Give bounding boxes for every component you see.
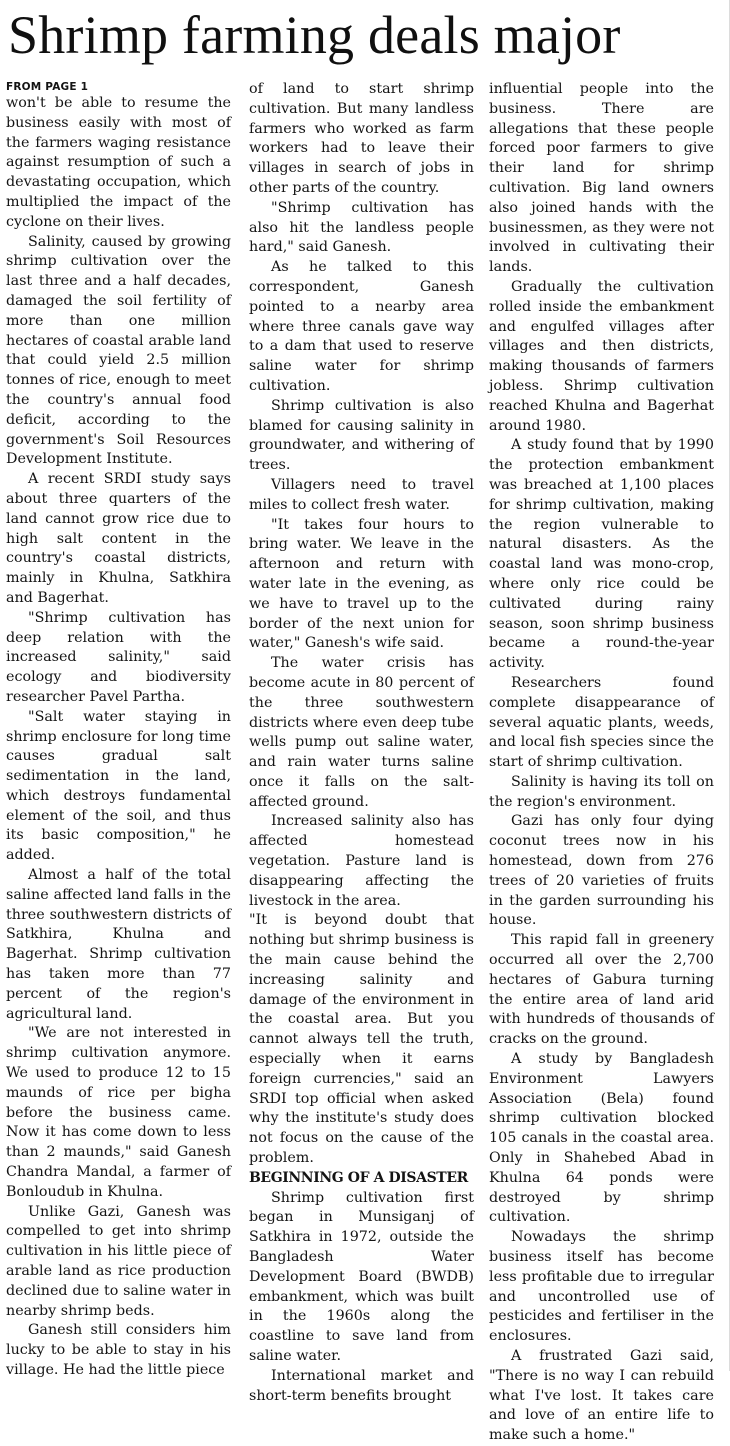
paragraph: "Shrimp cultivation has also hit the landless people hard," said Ganesh. — [249, 199, 474, 256]
paragraph: Unlike Gazi, Ganesh was compelled to get into shrimp cultivation in his little piece of arable land as rice production declined due to saline water in nearby shrimp beds. — [6, 1203, 231, 1319]
article-column-3 — [489, 80, 714, 1444]
paragraph: Ganesh still considers him lucky to be able to stay in his village. He had the little piece — [6, 1322, 231, 1378]
paragraph: "It takes four hours to bring water. We leave in the afternoon and return with water late in the evening, as we have to travel up to the border of the next union for water," Ganesh's wife said. — [249, 516, 474, 652]
headline: Shrimp farming deals major — [8, 5, 621, 65]
paragraph: A frustrated Gazi said, "There is no way I can rebuild what I've lost. It takes care and love of an entire life to make such a home." — [489, 1348, 714, 1444]
paragraph: Nowadays the shrimp business itself has become less profitable due to irregular and uncontrolled use of pesticides and fertiliser in the enclosures. — [489, 1229, 714, 1345]
article-column-2 — [249, 80, 474, 1404]
paragraph: This rapid fall in greenery occurred all over the 2,700 hectares of Gabura turning the entire area of land arid with hundreds of thousands of cracks on the ground. — [489, 932, 714, 1048]
paragraph: A study found that by 1990 the protection embankment was breached at 1,100 places for shrimp cultivation, making the region vulnerable to natural disasters. As the coastal land was mono-crop, where only rice could be cultivated during rainy season, soon shrimp business became a round-the-year activity. — [489, 437, 714, 672]
paragraph: Salinity is having its toll on the region's environment. — [489, 773, 714, 810]
paragraph: International market and short-term benefits brought — [249, 1367, 474, 1404]
official-quote: "It is beyond doubt that nothing but shrimp business is the main cause behind the increasing salinity and damage of the environment in the coastal area. But you cannot always tell the truth, especially when it earns foreign currencies," said an SRDI top official when asked why the institute's study does not focus on the cause of the problem. — [249, 912, 474, 1167]
article-column-1 — [6, 80, 231, 1378]
paragraph: Shrimp cultivation first began in Munsiganj of Satkhira in 1972, outside the Bangladesh Water Development Board (BWDB) embankment, which was built in the 1960s along the coastline to save land from saline water. — [249, 1189, 474, 1364]
paragraph: Gazi has only four dying coconut trees now in his homestead, down from 276 trees of 20 varieties of fruits in the garden surrounding his house. — [489, 813, 714, 929]
paragraph: The water crisis has become acute in 80 percent of the three southwestern districts where even deep tube wells pump out saline water, and rain water turns saline once it falls on the salt-affected ground. — [249, 655, 474, 810]
paragraph: Villagers need to travel miles to collect fresh water. — [249, 476, 474, 513]
paragraph: As he talked to this correspondent, Ganesh pointed to a nearby area where three canals gave way to a dam that used to reserve saline water for shrimp cultivation. — [249, 259, 474, 394]
paragraph: Gradually the cultivation rolled inside the embankment and engulfed villages after villages and then districts, making thousands of farmers jobless. Shrimp cultivation reached Khulna and Bagerhat around 1980. — [489, 278, 714, 434]
paragraph: won't be able to resume the business easily with most of the farmers waging resistance against resumption of such a devastating occupation, which multiplied the impact of the cyclone on their lives. — [6, 95, 231, 230]
section-subhead: BEGINNING OF A DISASTER — [249, 1169, 468, 1186]
paragraph: of land to start shrimp cultivation. But many landless farmers who worked as farm workers had to leave their villages in search of jobs in other parts of the country. — [249, 81, 474, 196]
paragraph: A study by Bangladesh Environment Lawyers Association (Bela) found shrimp cultivation blocked 105 canals in the coastal area. Only in Shahebed Abad in Khulna 64 ponds were destroyed by shrimp cultivation. — [489, 1051, 714, 1226]
paragraph: Almost a half of the total saline affected land falls in the three southwestern districts of Satkhira, Khulna and Bagerhat. Shrimp cultivation has taken more than 77 percent of the region's agricultural land. — [6, 867, 231, 1022]
paragraph: Researchers found complete disappearance of several aquatic plants, weeds, and local fish species since the start of shrimp cultivation. — [489, 674, 714, 771]
paragraph: Increased salinity also has affected homestead vegetation. Pasture land is disappearing affecting the livestock in the area. — [249, 813, 474, 909]
paragraph: "Salt water staying in shrimp enclosure for long time causes gradual salt sedimentation in the land, which destroys fundamental element of the soil, and thus its basic composition," he added. — [6, 708, 231, 864]
continuation-kicker: FROM PAGE 1 — [6, 81, 89, 93]
paragraph: "We are not interested in shrimp cultivation anymore. We used to produce 12 to 15 maunds of rice per bigha before the business came. Now it has come down to less than 2 maunds," said Ganesh Chandra Mandal, a farmer of Bonloudub in Khulna. — [6, 1025, 231, 1200]
paragraph: influential people into the business. There are allegations that these people forced poor farmers to give their land for shrimp cultivation. Big land owners also joined hands with the businessmen, as they were not involved in cultivating their lands. — [489, 81, 714, 276]
paragraph: Shrimp cultivation is also blamed for causing salinity in groundwater, and withering of trees. — [249, 397, 474, 474]
paragraph: Salinity, caused by growing shrimp cultivation over the last three and a half decades, damaged the soil fertility of more than one million hectares of coastal arable land that could yield 2.5 million tonnes of rice, enough to meet the country's annual food deficit, according to the government's Soil Resources Development Institute. — [6, 233, 231, 468]
paragraph: A recent SRDI study says about three quarters of the land cannot grow rice due to high salt content in the country's coastal districts, mainly in Khulna, Satkhira and Bagerhat. — [6, 471, 231, 606]
paragraph: "Shrimp cultivation has deep relation with the increased salinity," said ecology and biodiversity researcher Pavel Partha. — [6, 609, 231, 705]
